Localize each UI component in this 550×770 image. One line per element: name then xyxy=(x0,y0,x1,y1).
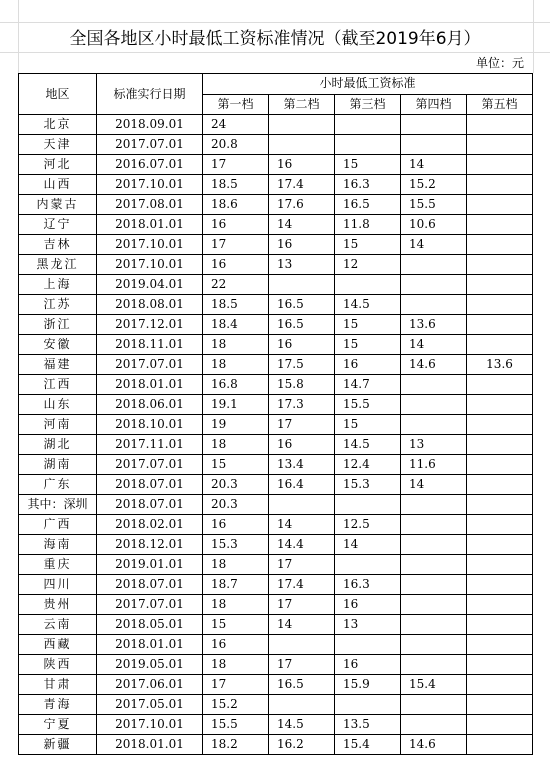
date-cell: 2017.11.01 xyxy=(97,435,203,455)
tier-2-cell xyxy=(269,495,335,515)
tier-1-cell: 20.3 xyxy=(203,475,269,495)
region-cell: 黑龙江 xyxy=(19,255,97,275)
tier-5-cell xyxy=(467,575,533,595)
date-cell: 2017.10.01 xyxy=(97,715,203,735)
tier-1-cell: 18 xyxy=(203,355,269,375)
tier-5-cell xyxy=(467,155,533,175)
region-cell: 山西 xyxy=(19,175,97,195)
header-date: 标准实行日期 xyxy=(97,74,203,115)
tier-5-cell xyxy=(467,375,533,395)
tier-3-cell: 16 xyxy=(335,655,401,675)
tier-4-cell xyxy=(401,375,467,395)
tier-2-cell: 16 xyxy=(269,235,335,255)
tier-3-cell: 15.5 xyxy=(335,395,401,415)
tier-2-cell: 16.4 xyxy=(269,475,335,495)
tier-3-cell: 16 xyxy=(335,595,401,615)
date-cell: 2018.01.01 xyxy=(97,375,203,395)
tier-5-cell xyxy=(467,395,533,415)
tier-3-cell xyxy=(335,555,401,575)
tier-5-cell xyxy=(467,555,533,575)
region-cell: 天津 xyxy=(19,135,97,155)
tier-2-cell: 13 xyxy=(269,255,335,275)
tier-3-cell: 12.5 xyxy=(335,515,401,535)
region-cell: 江苏 xyxy=(19,295,97,315)
table-row xyxy=(19,575,533,595)
tier-5-cell: 13.6 xyxy=(467,355,533,375)
tier-1-cell: 18.7 xyxy=(203,575,269,595)
tier-2-cell: 15.8 xyxy=(269,375,335,395)
tier-3-cell xyxy=(335,695,401,715)
tier-1-cell: 17 xyxy=(203,235,269,255)
tier-1-cell: 15.3 xyxy=(203,535,269,555)
tier-4-cell xyxy=(401,255,467,275)
date-cell: 2017.10.01 xyxy=(97,235,203,255)
tier-4-cell xyxy=(401,715,467,735)
table-row xyxy=(19,675,533,695)
tier-2-cell: 14.4 xyxy=(269,535,335,555)
tier-3-cell: 14 xyxy=(335,535,401,555)
tier-1-cell: 18.5 xyxy=(203,175,269,195)
region-cell: 福建 xyxy=(19,355,97,375)
region-cell: 贵州 xyxy=(19,595,97,615)
date-cell: 2016.07.01 xyxy=(97,155,203,175)
wage-table xyxy=(18,73,533,755)
tier-3-cell xyxy=(335,495,401,515)
tier-3-cell xyxy=(335,275,401,295)
table-row xyxy=(19,195,533,215)
tier-2-cell: 14 xyxy=(269,215,335,235)
tier-2-cell: 16 xyxy=(269,155,335,175)
tier-5-cell xyxy=(467,175,533,195)
date-cell: 2017.07.01 xyxy=(97,135,203,155)
tier-2-cell: 16 xyxy=(269,435,335,455)
tier-2-cell xyxy=(269,635,335,655)
table-row xyxy=(19,175,533,195)
tier-3-cell: 16.3 xyxy=(335,575,401,595)
tier-4-cell xyxy=(401,595,467,615)
region-cell: 四川 xyxy=(19,575,97,595)
tier-3-cell: 15 xyxy=(335,415,401,435)
tier-5-cell xyxy=(467,195,533,215)
tier-4-cell: 14 xyxy=(401,475,467,495)
tier-4-cell xyxy=(401,535,467,555)
page-title: 全国各地区小时最低工资标准情况（截至2019年6月） xyxy=(69,29,481,49)
table-row xyxy=(19,695,533,715)
region-cell: 辽宁 xyxy=(19,215,97,235)
tier-5-cell xyxy=(467,415,533,435)
region-cell: 青海 xyxy=(19,695,97,715)
region-cell: 湖北 xyxy=(19,435,97,455)
region-cell: 安徽 xyxy=(19,335,97,355)
tier-5-cell xyxy=(467,595,533,615)
tier-4-cell xyxy=(401,615,467,635)
table-row xyxy=(19,415,533,435)
date-cell: 2017.08.01 xyxy=(97,195,203,215)
tier-1-cell: 19 xyxy=(203,415,269,435)
tier-4-cell: 14 xyxy=(401,235,467,255)
date-cell: 2018.01.01 xyxy=(97,635,203,655)
tier-2-cell: 14 xyxy=(269,615,335,635)
tier-4-cell: 13.6 xyxy=(401,315,467,335)
table-row xyxy=(19,735,533,755)
tier-4-cell xyxy=(401,395,467,415)
tier-5-cell xyxy=(467,675,533,695)
tier-5-cell xyxy=(467,255,533,275)
tier-5-cell xyxy=(467,495,533,515)
tier-2-cell: 17.3 xyxy=(269,395,335,415)
header-tier-2: 第二档 xyxy=(269,94,335,115)
header-tier-5: 第五档 xyxy=(467,94,533,115)
tier-1-cell: 16 xyxy=(203,215,269,235)
date-cell: 2017.06.01 xyxy=(97,675,203,695)
tier-3-cell: 15 xyxy=(335,335,401,355)
region-cell: 吉林 xyxy=(19,235,97,255)
region-cell: 河南 xyxy=(19,415,97,435)
tier-3-cell: 14.7 xyxy=(335,375,401,395)
table-row xyxy=(19,315,533,335)
tier-4-cell xyxy=(401,415,467,435)
tier-3-cell: 16.3 xyxy=(335,175,401,195)
tier-1-cell: 18 xyxy=(203,335,269,355)
date-cell: 2017.05.01 xyxy=(97,695,203,715)
region-cell: 广西 xyxy=(19,515,97,535)
region-cell: 其中：深圳 xyxy=(19,495,97,515)
tier-1-cell: 22 xyxy=(203,275,269,295)
tier-1-cell: 24 xyxy=(203,115,269,135)
date-cell: 2018.05.01 xyxy=(97,615,203,635)
tier-5-cell xyxy=(467,515,533,535)
date-cell: 2018.01.01 xyxy=(97,215,203,235)
date-cell: 2018.07.01 xyxy=(97,475,203,495)
tier-2-cell xyxy=(269,115,335,135)
tier-1-cell: 15 xyxy=(203,455,269,475)
tier-2-cell xyxy=(269,275,335,295)
date-cell: 2018.11.01 xyxy=(97,335,203,355)
tier-1-cell: 20.3 xyxy=(203,495,269,515)
tier-5-cell xyxy=(467,335,533,355)
header-tier-3: 第三档 xyxy=(335,94,401,115)
tier-2-cell: 16.5 xyxy=(269,295,335,315)
date-cell: 2019.01.01 xyxy=(97,555,203,575)
date-cell: 2017.07.01 xyxy=(97,595,203,615)
tier-4-cell: 15.4 xyxy=(401,675,467,695)
tier-2-cell: 14.5 xyxy=(269,715,335,735)
tier-1-cell: 15.2 xyxy=(203,695,269,715)
table-row xyxy=(19,395,533,415)
region-cell: 宁夏 xyxy=(19,715,97,735)
region-cell: 海南 xyxy=(19,535,97,555)
region-cell: 江西 xyxy=(19,375,97,395)
tier-1-cell: 18.5 xyxy=(203,295,269,315)
table-row xyxy=(19,555,533,575)
tier-5-cell xyxy=(467,455,533,475)
tier-1-cell: 18 xyxy=(203,655,269,675)
tier-4-cell: 14.6 xyxy=(401,735,467,755)
tier-5-cell xyxy=(467,635,533,655)
tier-4-cell: 15.2 xyxy=(401,175,467,195)
tier-1-cell: 16 xyxy=(203,255,269,275)
region-cell: 内蒙古 xyxy=(19,195,97,215)
tier-1-cell: 19.1 xyxy=(203,395,269,415)
tier-4-cell: 13 xyxy=(401,435,467,455)
tier-2-cell xyxy=(269,695,335,715)
tier-5-cell xyxy=(467,655,533,675)
region-cell: 云南 xyxy=(19,615,97,635)
tier-2-cell: 17 xyxy=(269,555,335,575)
table-row xyxy=(19,715,533,735)
header-group: 小时最低工资标准 xyxy=(203,74,533,95)
tier-1-cell: 18 xyxy=(203,555,269,575)
tier-3-cell: 15.4 xyxy=(335,735,401,755)
region-cell: 河北 xyxy=(19,155,97,175)
header-row xyxy=(19,74,533,95)
table-row xyxy=(19,595,533,615)
date-cell: 2019.04.01 xyxy=(97,275,203,295)
table-row xyxy=(19,435,533,455)
date-cell: 2018.10.01 xyxy=(97,415,203,435)
table-row xyxy=(19,635,533,655)
tier-3-cell: 15.9 xyxy=(335,675,401,695)
date-cell: 2019.05.01 xyxy=(97,655,203,675)
region-cell: 广东 xyxy=(19,475,97,495)
date-cell: 2017.07.01 xyxy=(97,455,203,475)
header-tier-4: 第四档 xyxy=(401,94,467,115)
tier-1-cell: 16.8 xyxy=(203,375,269,395)
tier-3-cell: 13.5 xyxy=(335,715,401,735)
tier-4-cell: 10.6 xyxy=(401,215,467,235)
tier-3-cell: 13 xyxy=(335,615,401,635)
table-row xyxy=(19,535,533,555)
tier-1-cell: 18.2 xyxy=(203,735,269,755)
tier-2-cell: 17 xyxy=(269,655,335,675)
tier-2-cell xyxy=(269,135,335,155)
date-cell: 2018.07.01 xyxy=(97,495,203,515)
region-cell: 甘肃 xyxy=(19,675,97,695)
tier-5-cell xyxy=(467,315,533,335)
tier-4-cell: 14 xyxy=(401,335,467,355)
tier-3-cell xyxy=(335,115,401,135)
tier-4-cell xyxy=(401,695,467,715)
tier-3-cell xyxy=(335,135,401,155)
tier-1-cell: 18 xyxy=(203,435,269,455)
tier-5-cell xyxy=(467,215,533,235)
date-cell: 2018.06.01 xyxy=(97,395,203,415)
tier-5-cell xyxy=(467,435,533,455)
tier-5-cell xyxy=(467,735,533,755)
tier-3-cell: 12 xyxy=(335,255,401,275)
tier-4-cell: 14.6 xyxy=(401,355,467,375)
tier-3-cell xyxy=(335,635,401,655)
region-cell: 北京 xyxy=(19,115,97,135)
date-cell: 2018.07.01 xyxy=(97,575,203,595)
table-row xyxy=(19,295,533,315)
tier-4-cell: 11.6 xyxy=(401,455,467,475)
region-cell: 上海 xyxy=(19,275,97,295)
table-row xyxy=(19,215,533,235)
date-cell: 2018.01.01 xyxy=(97,735,203,755)
tier-3-cell: 15 xyxy=(335,235,401,255)
tier-3-cell: 14.5 xyxy=(335,435,401,455)
tier-3-cell: 15.3 xyxy=(335,475,401,495)
tier-3-cell: 16.5 xyxy=(335,195,401,215)
tier-2-cell: 16.5 xyxy=(269,315,335,335)
region-cell: 陕西 xyxy=(19,655,97,675)
tier-1-cell: 17 xyxy=(203,675,269,695)
tier-3-cell: 15 xyxy=(335,315,401,335)
tier-3-cell: 12.4 xyxy=(335,455,401,475)
tier-4-cell xyxy=(401,655,467,675)
tier-4-cell: 14 xyxy=(401,155,467,175)
date-cell: 2018.02.01 xyxy=(97,515,203,535)
table-row xyxy=(19,455,533,475)
table-row xyxy=(19,155,533,175)
region-cell: 西藏 xyxy=(19,635,97,655)
date-cell: 2017.07.01 xyxy=(97,355,203,375)
tier-5-cell xyxy=(467,695,533,715)
tier-5-cell xyxy=(467,115,533,135)
tier-5-cell xyxy=(467,135,533,155)
tier-5-cell xyxy=(467,615,533,635)
tier-2-cell: 17.6 xyxy=(269,195,335,215)
tier-4-cell xyxy=(401,575,467,595)
tier-4-cell xyxy=(401,135,467,155)
table-row xyxy=(19,335,533,355)
region-cell: 新疆 xyxy=(19,735,97,755)
tier-4-cell xyxy=(401,495,467,515)
tier-4-cell xyxy=(401,295,467,315)
tier-5-cell xyxy=(467,475,533,495)
tier-5-cell xyxy=(467,275,533,295)
tier-3-cell: 14.5 xyxy=(335,295,401,315)
region-cell: 浙江 xyxy=(19,315,97,335)
tier-4-cell xyxy=(401,275,467,295)
tier-2-cell: 17.4 xyxy=(269,175,335,195)
tier-2-cell: 16.5 xyxy=(269,675,335,695)
table-row xyxy=(19,475,533,495)
tier-4-cell xyxy=(401,515,467,535)
tier-2-cell: 17.4 xyxy=(269,575,335,595)
tier-2-cell: 14 xyxy=(269,515,335,535)
tier-1-cell: 16 xyxy=(203,515,269,535)
header-region: 地区 xyxy=(19,74,97,115)
table-row xyxy=(19,515,533,535)
tier-4-cell xyxy=(401,115,467,135)
date-cell: 2017.10.01 xyxy=(97,175,203,195)
header-tier-1: 第一档 xyxy=(203,94,269,115)
tier-2-cell: 17.5 xyxy=(269,355,335,375)
tier-2-cell: 16 xyxy=(269,335,335,355)
table-row xyxy=(19,115,533,135)
tier-2-cell: 17 xyxy=(269,595,335,615)
tier-1-cell: 20.8 xyxy=(203,135,269,155)
table-row xyxy=(19,135,533,155)
tier-5-cell xyxy=(467,235,533,255)
table-row xyxy=(19,255,533,275)
tier-5-cell xyxy=(467,295,533,315)
tier-1-cell: 18 xyxy=(203,595,269,615)
tier-4-cell xyxy=(401,635,467,655)
tier-1-cell: 17 xyxy=(203,155,269,175)
table-row xyxy=(19,275,533,295)
tier-5-cell xyxy=(467,535,533,555)
table-row xyxy=(19,235,533,255)
tier-3-cell: 15 xyxy=(335,155,401,175)
date-cell: 2018.09.01 xyxy=(97,115,203,135)
tier-4-cell xyxy=(401,555,467,575)
tier-1-cell: 15.5 xyxy=(203,715,269,735)
date-cell: 2018.12.01 xyxy=(97,535,203,555)
date-cell: 2018.08.01 xyxy=(97,295,203,315)
tier-1-cell: 18.6 xyxy=(203,195,269,215)
region-cell: 重庆 xyxy=(19,555,97,575)
table-row xyxy=(19,375,533,395)
unit-label: 单位：元 xyxy=(475,56,524,70)
date-cell: 2017.12.01 xyxy=(97,315,203,335)
tier-1-cell: 16 xyxy=(203,635,269,655)
region-cell: 湖南 xyxy=(19,455,97,475)
tier-2-cell: 13.4 xyxy=(269,455,335,475)
tier-3-cell: 11.8 xyxy=(335,215,401,235)
tier-2-cell: 17 xyxy=(269,415,335,435)
table-row xyxy=(19,495,533,515)
table-row xyxy=(19,655,533,675)
tier-1-cell: 18.4 xyxy=(203,315,269,335)
tier-2-cell: 16.2 xyxy=(269,735,335,755)
table-row xyxy=(19,355,533,375)
region-cell: 山东 xyxy=(19,395,97,415)
tier-4-cell: 15.5 xyxy=(401,195,467,215)
table-row xyxy=(19,615,533,635)
date-cell: 2017.10.01 xyxy=(97,255,203,275)
tier-1-cell: 15 xyxy=(203,615,269,635)
tier-3-cell: 16 xyxy=(335,355,401,375)
tier-5-cell xyxy=(467,715,533,735)
